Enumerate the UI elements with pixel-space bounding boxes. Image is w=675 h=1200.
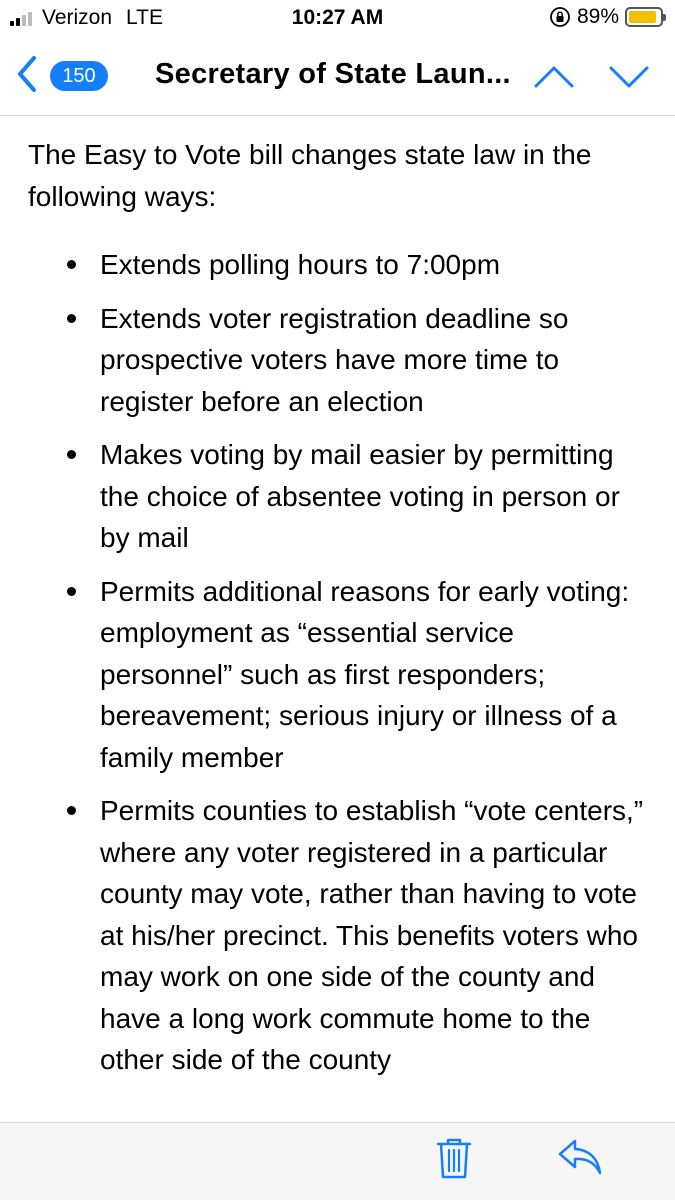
bullet-dot — [67, 450, 76, 459]
status-bar — [0, 0, 675, 38]
network-type: LTE — [126, 6, 164, 29]
list-item — [0, 434, 675, 559]
battery-level — [629, 11, 656, 23]
list-item-text: Extends voter registration deadline so prospective voters have more time to register before an election — [100, 302, 569, 417]
bullet-dot — [67, 260, 76, 269]
list-item-text: Permits counties to establish “vote centers,” where any voter registered in a particular county may vote, rather than having to vote at his/her precinct. This benefits voters who may work on one side of the county and have a long work commute home to the other side of the county — [100, 795, 644, 1075]
message-subject-title: Secretary of State Laun... — [155, 58, 511, 90]
bullet-dot — [67, 587, 76, 596]
clock: 10:27 AM — [291, 6, 384, 29]
battery-icon — [625, 7, 663, 27]
list-item — [0, 298, 675, 423]
message-intro: The Easy to Vote bill changes state law in the following ways: — [28, 139, 592, 212]
battery-percent: 89% — [576, 5, 619, 28]
list-item-text: Permits additional reasons for early voting: employment as “essential service personnel” such as first responders; bereavement; serious injury or illness of a family member — [100, 575, 630, 773]
trash-icon[interactable] — [436, 1136, 472, 1180]
next-message-chevron-down-icon[interactable] — [608, 64, 650, 90]
previous-message-chevron-up-icon[interactable] — [533, 64, 575, 90]
mail-nav-bar — [0, 38, 675, 116]
list-item — [0, 790, 675, 1081]
orientation-lock-icon — [549, 6, 571, 28]
message-body[interactable] — [0, 116, 675, 1122]
reply-arrow-icon[interactable] — [557, 1137, 603, 1177]
list-item — [0, 244, 675, 286]
bottom-toolbar — [0, 1122, 675, 1200]
list-item — [0, 571, 675, 779]
back-chevron-icon[interactable] — [12, 54, 42, 94]
status-right — [549, 5, 663, 29]
list-item-text: Extends polling hours to 7:00pm — [100, 249, 501, 280]
back-unread-count[interactable]: 150 — [50, 61, 108, 91]
list-item-text: Makes voting by mail easier by permitting the choice of absentee voting in person or by mail — [100, 439, 620, 553]
bullet-dot — [67, 806, 76, 815]
bullet-list — [0, 244, 675, 1081]
carrier-label: Verizon — [42, 6, 113, 29]
bullet-dot — [67, 314, 76, 323]
